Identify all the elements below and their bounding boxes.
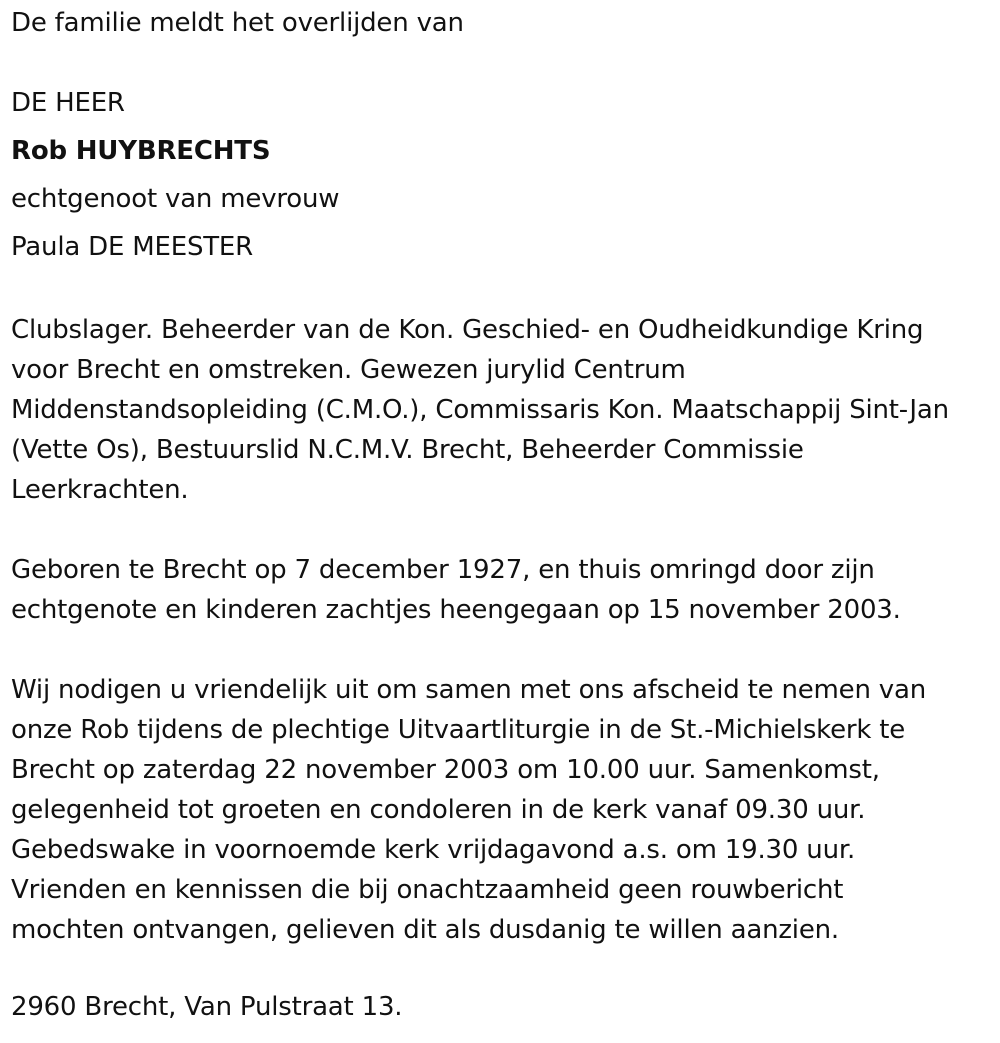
invitation-line: Brecht op zaterdag 22 november 2003 om 10.00 uur. Samenkomst, bbox=[11, 755, 880, 785]
relation-text: echtgenoot van mevrouw bbox=[11, 184, 340, 214]
deceased-name: Rob HUYBRECHTS bbox=[11, 136, 271, 166]
invitation-line: gelegenheid tot groeten en condoleren in de kerk vanaf 09.30 uur. bbox=[11, 795, 866, 825]
invitation-line: Gebedswake in voornoemde kerk vrijdagavond a.s. om 19.30 uur. bbox=[11, 835, 856, 865]
biography-paragraph bbox=[11, 310, 996, 510]
address-text: 2960 Brecht, Van Pulstraat 13. bbox=[11, 992, 403, 1022]
intro-text: De familie meldt het overlijden van bbox=[11, 8, 464, 38]
honorific-title: DE HEER bbox=[11, 88, 125, 118]
spouse-name: Paula DE MEESTER bbox=[11, 232, 254, 262]
invitation-paragraph bbox=[11, 670, 996, 950]
bio-line: Clubslager. Beheerder van de Kon. Geschied- en Oudheidkundige Kring bbox=[11, 315, 924, 345]
invitation-line: Vrienden en kennissen die bij onachtzaamheid geen rouwbericht bbox=[11, 875, 844, 905]
bio-line: (Vette Os), Bestuurslid N.C.M.V. Brecht, Beheerder Commissie bbox=[11, 435, 804, 465]
invitation-line: Wij nodigen u vriendelijk uit om samen met ons afscheid te nemen van bbox=[11, 675, 926, 705]
bio-line: voor Brecht en omstreken. Gewezen jurylid Centrum bbox=[11, 355, 686, 385]
birth-line: Geboren te Brecht op 7 december 1927, en thuis omringd door zijn bbox=[11, 555, 875, 585]
invitation-line: onze Rob tijdens de plechtige Uitvaartliturgie in de St.-Michielskerk te bbox=[11, 715, 906, 745]
invitation-line: mochten ontvangen, gelieven dit als dusdanig te willen aanzien. bbox=[11, 915, 839, 945]
bio-line: Leerkrachten. bbox=[11, 475, 189, 505]
birth-line: echtgenote en kinderen zachtjes heengegaan op 15 november 2003. bbox=[11, 595, 901, 625]
birth-death-paragraph bbox=[11, 550, 996, 630]
bio-line: Middenstandsopleiding (C.M.O.), Commissaris Kon. Maatschappij Sint-Jan bbox=[11, 395, 949, 425]
